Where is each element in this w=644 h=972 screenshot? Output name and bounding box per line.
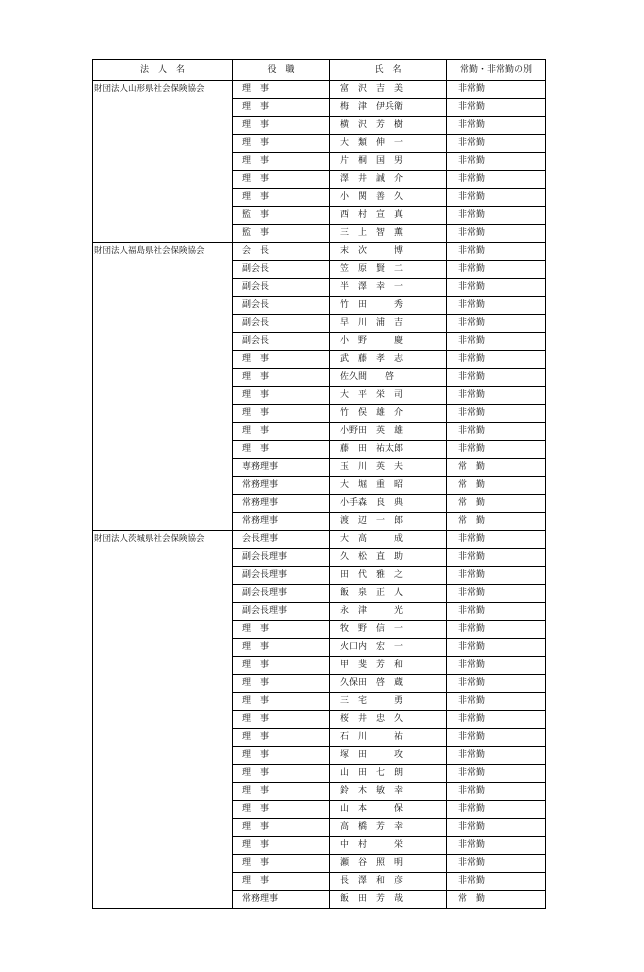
position-cell: 理 事	[233, 819, 330, 837]
employment-type-cell: 非常勤	[447, 189, 546, 207]
person-name-cell: 竹 俣 雄 介	[330, 405, 447, 423]
person-name-cell: 小手森 良 典	[330, 495, 447, 513]
employment-type-cell: 非常勤	[447, 117, 546, 135]
position-cell: 理 事	[233, 639, 330, 657]
table-row	[93, 243, 546, 261]
person-name-cell: 梅 津 伊兵衛	[330, 99, 447, 117]
position-cell: 理 事	[233, 99, 330, 117]
header-position: 役 職	[233, 60, 330, 81]
table-row	[93, 531, 546, 549]
position-cell: 副会長	[233, 315, 330, 333]
person-name-cell: 大 類 伸 一	[330, 135, 447, 153]
officers-table	[92, 59, 546, 909]
person-name-cell: 山 本 保	[330, 801, 447, 819]
header-row	[93, 60, 546, 81]
person-name-cell: 富 沢 吉 美	[330, 81, 447, 99]
employment-type-cell: 非常勤	[447, 819, 546, 837]
person-name-cell: 大 平 栄 司	[330, 387, 447, 405]
person-name-cell: 半 澤 幸 一	[330, 279, 447, 297]
employment-type-cell: 非常勤	[447, 315, 546, 333]
position-cell: 理 事	[233, 441, 330, 459]
person-name-cell: 渡 辺 一 郎	[330, 513, 447, 531]
employment-type-cell: 非常勤	[447, 639, 546, 657]
position-cell: 常務理事	[233, 513, 330, 531]
position-cell: 理 事	[233, 747, 330, 765]
header-employment: 常勤・非常勤の別	[447, 60, 546, 81]
person-name-cell: 久保田 啓 蔵	[330, 675, 447, 693]
person-name-cell: 山 田 七 朗	[330, 765, 447, 783]
position-cell: 理 事	[233, 423, 330, 441]
person-name-cell: 小 野 慶	[330, 333, 447, 351]
person-name-cell: 玉 川 英 夫	[330, 459, 447, 477]
employment-type-cell: 非常勤	[447, 351, 546, 369]
employment-type-cell: 非常勤	[447, 207, 546, 225]
person-name-cell: 牧 野 信 一	[330, 621, 447, 639]
employment-type-cell: 非常勤	[447, 99, 546, 117]
employment-type-cell: 常 勤	[447, 459, 546, 477]
person-name-cell: 佐久間 啓	[330, 369, 447, 387]
person-name-cell: 三 宅 勇	[330, 693, 447, 711]
position-cell: 理 事	[233, 351, 330, 369]
position-cell: 監 事	[233, 225, 330, 243]
position-cell: 理 事	[233, 873, 330, 891]
person-name-cell: 藤 田 祐太郎	[330, 441, 447, 459]
employment-type-cell: 非常勤	[447, 333, 546, 351]
position-cell: 副会長	[233, 261, 330, 279]
employment-type-cell: 常 勤	[447, 477, 546, 495]
position-cell: 専務理事	[233, 459, 330, 477]
position-cell: 理 事	[233, 675, 330, 693]
position-cell: 副会長理事	[233, 549, 330, 567]
corporation-name: 財団法人福島県社会保険協会	[93, 243, 233, 531]
employment-type-cell: 非常勤	[447, 837, 546, 855]
person-name-cell: 飯 泉 正 人	[330, 585, 447, 603]
position-cell: 理 事	[233, 387, 330, 405]
header-corporation: 法 人 名	[93, 60, 233, 81]
person-name-cell: 甲 斐 芳 和	[330, 657, 447, 675]
employment-type-cell: 非常勤	[447, 531, 546, 549]
person-name-cell: 横 沢 芳 樹	[330, 117, 447, 135]
employment-type-cell: 非常勤	[447, 279, 546, 297]
position-cell: 副会長	[233, 333, 330, 351]
employment-type-cell: 非常勤	[447, 225, 546, 243]
position-cell: 理 事	[233, 801, 330, 819]
person-name-cell: 大 堀 重 昭	[330, 477, 447, 495]
person-name-cell: 小野田 英 雄	[330, 423, 447, 441]
position-cell: 副会長理事	[233, 603, 330, 621]
person-name-cell: 瀬 谷 照 明	[330, 855, 447, 873]
employment-type-cell: 非常勤	[447, 261, 546, 279]
person-name-cell: 石 川 祐	[330, 729, 447, 747]
person-name-cell: 塚 田 攻	[330, 747, 447, 765]
header-name: 氏 名	[330, 60, 447, 81]
position-cell: 理 事	[233, 693, 330, 711]
employment-type-cell: 非常勤	[447, 657, 546, 675]
person-name-cell: 長 澤 和 彦	[330, 873, 447, 891]
employment-type-cell: 非常勤	[447, 153, 546, 171]
person-name-cell: 早 川 浦 吉	[330, 315, 447, 333]
employment-type-cell: 非常勤	[447, 765, 546, 783]
position-cell: 会長理事	[233, 531, 330, 549]
person-name-cell: 武 藤 孝 志	[330, 351, 447, 369]
employment-type-cell: 非常勤	[447, 441, 546, 459]
employment-type-cell: 非常勤	[447, 729, 546, 747]
position-cell: 理 事	[233, 837, 330, 855]
position-cell: 理 事	[233, 81, 330, 99]
employment-type-cell: 非常勤	[447, 747, 546, 765]
position-cell: 副会長理事	[233, 585, 330, 603]
position-cell: 監 事	[233, 207, 330, 225]
person-name-cell: 竹 田 秀	[330, 297, 447, 315]
employment-type-cell: 非常勤	[447, 567, 546, 585]
position-cell: 副会長理事	[233, 567, 330, 585]
person-name-cell: 笠 原 賢 二	[330, 261, 447, 279]
position-cell: 理 事	[233, 405, 330, 423]
employment-type-cell: 非常勤	[447, 369, 546, 387]
person-name-cell: 末 次 博	[330, 243, 447, 261]
employment-type-cell: 常 勤	[447, 513, 546, 531]
employment-type-cell: 非常勤	[447, 297, 546, 315]
employment-type-cell: 非常勤	[447, 405, 546, 423]
person-name-cell: 火口内 宏 一	[330, 639, 447, 657]
employment-type-cell: 非常勤	[447, 423, 546, 441]
person-name-cell: 澤 井 誠 介	[330, 171, 447, 189]
employment-type-cell: 非常勤	[447, 549, 546, 567]
employment-type-cell: 非常勤	[447, 387, 546, 405]
employment-type-cell: 常 勤	[447, 495, 546, 513]
corporation-name: 財団法人山形県社会保険協会	[93, 81, 233, 243]
person-name-cell: 永 津 光	[330, 603, 447, 621]
person-name-cell: 中 村 栄	[330, 837, 447, 855]
position-cell: 常務理事	[233, 495, 330, 513]
position-cell: 常務理事	[233, 477, 330, 495]
person-name-cell: 大 高 成	[330, 531, 447, 549]
employment-type-cell: 非常勤	[447, 171, 546, 189]
table-body	[93, 81, 546, 909]
position-cell: 常務理事	[233, 891, 330, 909]
position-cell: 理 事	[233, 135, 330, 153]
person-name-cell: 鈴 木 敏 幸	[330, 783, 447, 801]
position-cell: 理 事	[233, 657, 330, 675]
position-cell: 理 事	[233, 153, 330, 171]
employment-type-cell: 非常勤	[447, 603, 546, 621]
employment-type-cell: 常 勤	[447, 891, 546, 909]
position-cell: 理 事	[233, 369, 330, 387]
table-row	[93, 81, 546, 99]
employment-type-cell: 非常勤	[447, 135, 546, 153]
employment-type-cell: 非常勤	[447, 855, 546, 873]
employment-type-cell: 非常勤	[447, 585, 546, 603]
position-cell: 理 事	[233, 783, 330, 801]
position-cell: 理 事	[233, 711, 330, 729]
position-cell: 理 事	[233, 117, 330, 135]
person-name-cell: 久 松 直 助	[330, 549, 447, 567]
person-name-cell: 小 関 善 久	[330, 189, 447, 207]
position-cell: 理 事	[233, 189, 330, 207]
person-name-cell: 飯 田 芳 哉	[330, 891, 447, 909]
employment-type-cell: 非常勤	[447, 243, 546, 261]
position-cell: 理 事	[233, 855, 330, 873]
employment-type-cell: 非常勤	[447, 873, 546, 891]
position-cell: 会 長	[233, 243, 330, 261]
employment-type-cell: 非常勤	[447, 801, 546, 819]
position-cell: 理 事	[233, 765, 330, 783]
position-cell: 理 事	[233, 729, 330, 747]
employment-type-cell: 非常勤	[447, 81, 546, 99]
person-name-cell: 桜 井 忠 久	[330, 711, 447, 729]
employment-type-cell: 非常勤	[447, 783, 546, 801]
employment-type-cell: 非常勤	[447, 693, 546, 711]
person-name-cell: 西 村 宣 真	[330, 207, 447, 225]
person-name-cell: 片 桐 国 男	[330, 153, 447, 171]
position-cell: 理 事	[233, 171, 330, 189]
person-name-cell: 田 代 雅 之	[330, 567, 447, 585]
corporation-name: 財団法人茨城県社会保険協会	[93, 531, 233, 909]
position-cell: 理 事	[233, 621, 330, 639]
employment-type-cell: 非常勤	[447, 675, 546, 693]
position-cell: 副会長	[233, 297, 330, 315]
employment-type-cell: 非常勤	[447, 621, 546, 639]
position-cell: 副会長	[233, 279, 330, 297]
person-name-cell: 三 上 智 薫	[330, 225, 447, 243]
employment-type-cell: 非常勤	[447, 711, 546, 729]
person-name-cell: 高 橋 芳 幸	[330, 819, 447, 837]
